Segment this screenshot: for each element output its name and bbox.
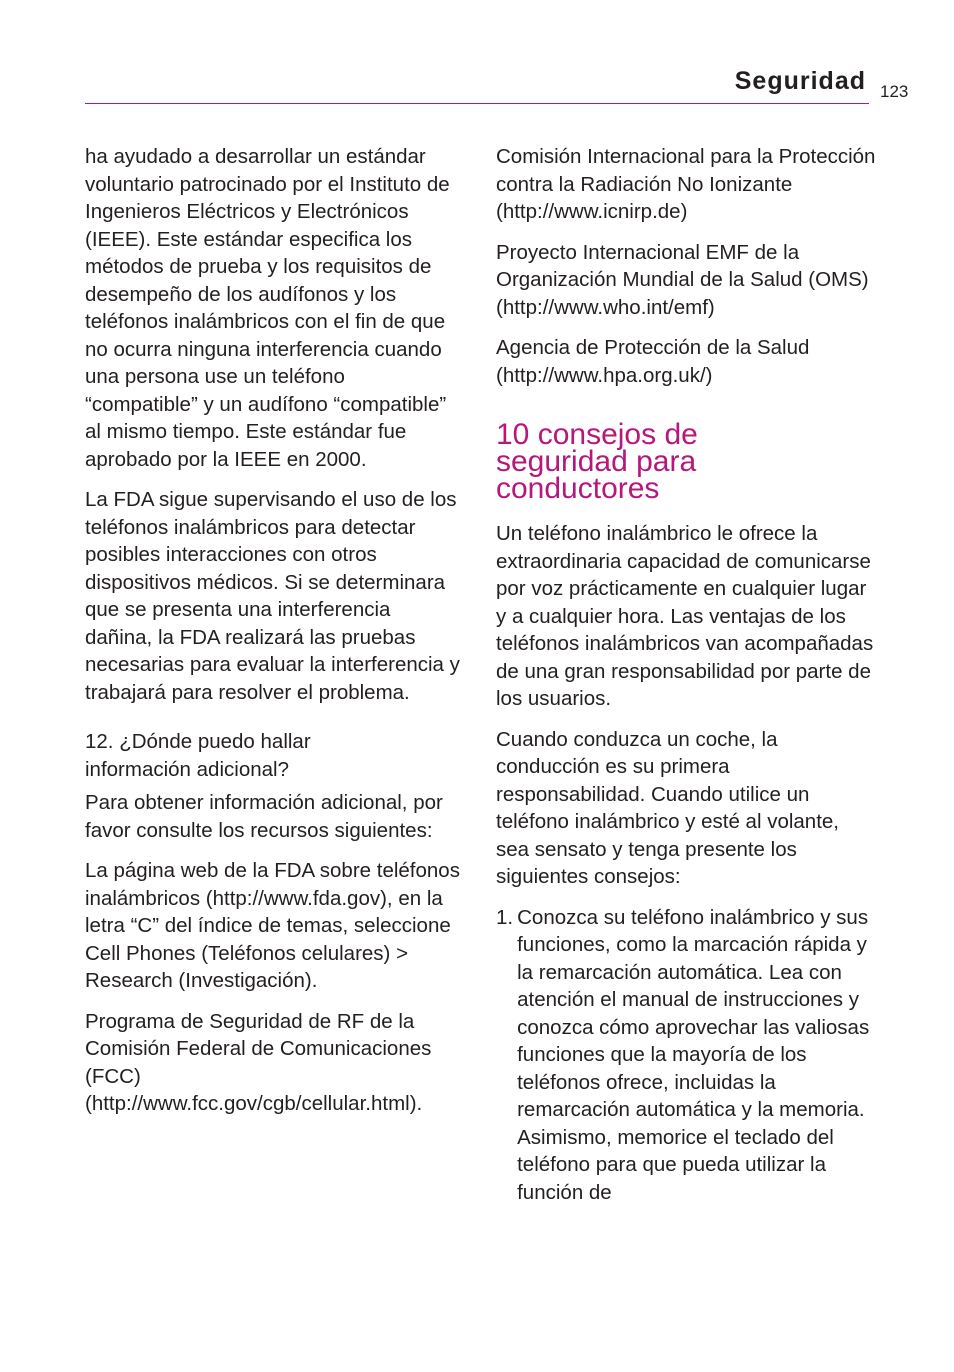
paragraph: ha ayudado a desarrollar un estándar voluntario patrocinado por el Instituto de Ingenieros Eléctricos y Electrónicos (IEEE). Este estándar especifica los métodos de prueba y los requisitos de desempeño de los audífonos y los teléfonos inalámbricos con el fin de que no ocurra ninguna interferencia cuando una persona use un teléfono “compatible” y un audífono “compatible” al mismo tiempo. Este estándar fue aprobado por la IEEE en 2000. bbox=[85, 145, 450, 471]
paragraph: La página web de la FDA sobre teléfonos inalámbricos (http://www.fda.gov), en la letra “C” del índice de temas, seleccione Cell Phones (Teléfonos celulares) > Research (Investigación). bbox=[85, 859, 460, 992]
section-title-line: conductores bbox=[496, 472, 660, 505]
section-title-line: seguridad para bbox=[496, 445, 697, 478]
left-column bbox=[85, 143, 460, 1131]
page-number: 123 bbox=[880, 82, 909, 101]
header-rule bbox=[85, 103, 869, 104]
paragraph: Agencia de Protección de la Salud (http://www.hpa.org.uk/) bbox=[496, 336, 810, 387]
subheading-line: información adicional? bbox=[85, 757, 289, 781]
subheading-question-12 bbox=[85, 728, 460, 783]
header-section-title: Seguridad bbox=[734, 67, 866, 95]
paragraph: Proyecto Internacional EMF de la Organización Mundial de la Salud (OMS) (http://www.who.int/emf) bbox=[496, 240, 869, 319]
subheading-line: 12. ¿Dónde puedo hallar bbox=[85, 730, 311, 753]
paragraph: Para obtener información adicional, por favor consulte los recursos siguientes: bbox=[85, 791, 443, 842]
paragraph: Cuando conduzca un coche, la conducción es su primera responsabilidad. Cuando utilice un teléfono inalámbrico y esté al volante, sea sensato y tenga presente los siguientes consejos: bbox=[496, 727, 840, 888]
section-title-line: 10 consejos de bbox=[496, 418, 698, 451]
list-item-number: 1. bbox=[496, 905, 514, 929]
list-item-text: Conozca su teléfono inalámbrico y sus funciones, como la marcación rápida y la remarcación automática. Lea con atención el manual de instrucciones y conozca cómo aprovechar las valiosas funciones que la mayoría de los teléfonos ofrece, incluidas la remarcación automática y la memoria. Asimismo, memorice el teclado del teléfono para que pueda utilizar la función de bbox=[517, 905, 870, 1204]
right-column bbox=[496, 143, 876, 1206]
section-title bbox=[496, 418, 876, 505]
paragraph: Programa de Seguridad de RF de la Comisión Federal de Comunicaciones (FCC) (http://www.fcc.gov/cgb/cellular.html). bbox=[85, 1009, 432, 1115]
list-item bbox=[496, 904, 876, 1207]
paragraph: Comisión Internacional para la Protección contra la Radiación No Ionizante (http://www.icnirp.de) bbox=[496, 145, 876, 223]
paragraph: Un teléfono inalámbrico le ofrece la extraordinaria capacidad de comunicarse por voz prácticamente en cualquier lugar y a cualquier hora. Las ventajas de los teléfonos inalámbricos van acompañadas de una gran responsabilidad por parte de los usuarios. bbox=[496, 522, 874, 710]
paragraph: La FDA sigue supervisando el uso de los teléfonos inalámbricos para detectar posibles interacciones con otros dispositivos médicos. Si se determinara que se presenta una interferencia dañina, la FDA realizará las pruebas necesarias para evaluar la interferencia y trabajará para resolver el problema. bbox=[85, 488, 460, 704]
